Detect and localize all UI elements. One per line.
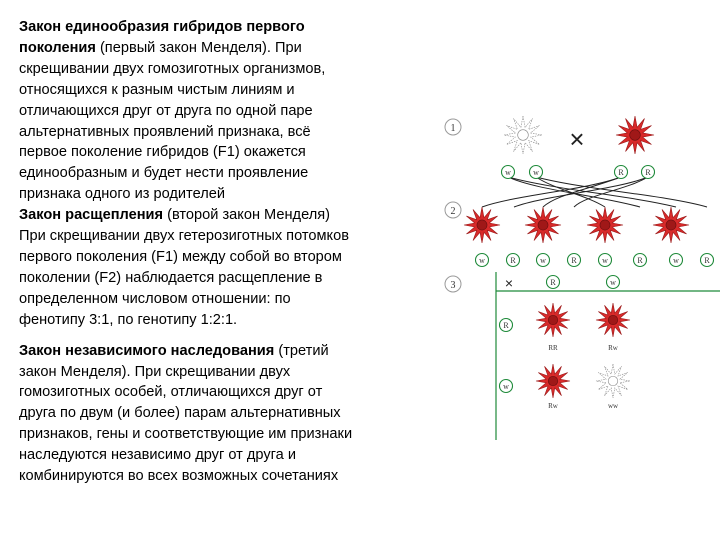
law1-line: единообразным и будет нести проявление bbox=[19, 165, 309, 182]
svg-text:R: R bbox=[618, 168, 624, 177]
allele-recessive-icon bbox=[670, 254, 683, 267]
svg-text:R: R bbox=[704, 256, 710, 265]
allele-dominant-icon bbox=[547, 276, 560, 289]
law1-line: признака одного из родителей bbox=[19, 186, 225, 203]
step-label-2 bbox=[445, 202, 461, 218]
red-flower-icon bbox=[464, 207, 500, 243]
allele-dominant-icon bbox=[507, 254, 520, 267]
svg-text:w: w bbox=[602, 256, 608, 265]
svg-text:w: w bbox=[503, 382, 509, 391]
red-flower-icon bbox=[596, 303, 630, 337]
punnett-cross: × bbox=[504, 275, 514, 291]
allele-recessive-icon bbox=[476, 254, 489, 267]
law3-line: друга по двум (и более) парам альтернативных bbox=[19, 405, 341, 422]
svg-text:R: R bbox=[637, 256, 643, 265]
svg-text:2: 2 bbox=[450, 206, 456, 217]
red-flower-icon bbox=[616, 116, 654, 154]
svg-text:R: R bbox=[503, 321, 509, 330]
law3-line: комбинируются во всех возможных сочетаниях bbox=[19, 468, 339, 485]
law2-line: При скрещивании двух гетерозиготных потомков bbox=[19, 228, 349, 245]
law1-subtitle: поколения (первый закон Менделя). При bbox=[19, 39, 302, 56]
svg-text:w: w bbox=[479, 256, 485, 265]
genotype-label: RR bbox=[548, 344, 558, 352]
law2-line: определенном числовом отношении: по bbox=[19, 290, 291, 307]
law2-title: Закон расщепления (второй закон Менделя) bbox=[19, 207, 330, 224]
svg-text:w: w bbox=[673, 256, 679, 265]
allele-recessive-icon bbox=[502, 166, 515, 179]
law1-line: скрещивании двух гомозиготных организмов, bbox=[19, 60, 326, 77]
law3-line: наследуются независимо друг от друга и bbox=[19, 447, 296, 464]
step-label-3 bbox=[445, 276, 461, 292]
svg-text:w: w bbox=[540, 256, 546, 265]
mendel-cross-diagram bbox=[436, 100, 720, 440]
white-flower-icon bbox=[596, 364, 630, 398]
gamete-lines bbox=[482, 177, 707, 207]
text-block bbox=[19, 17, 439, 487]
law1-line: относящихся к разным чистым линиям и bbox=[19, 81, 295, 98]
white-flower-icon bbox=[504, 116, 542, 154]
allele-dominant-icon bbox=[642, 166, 655, 179]
svg-text:3: 3 bbox=[450, 280, 456, 291]
svg-text:R: R bbox=[571, 256, 577, 265]
law1-title: Закон единообразия гибридов первого bbox=[19, 19, 305, 35]
allele-recessive-icon bbox=[530, 166, 543, 179]
step-label-1 bbox=[445, 119, 461, 135]
red-flower-icon bbox=[653, 207, 689, 243]
svg-text:R: R bbox=[510, 256, 516, 265]
svg-text:R: R bbox=[645, 168, 651, 177]
law2-line: поколении (F2) наблюдается расщепление в bbox=[19, 269, 323, 286]
punnett-grid bbox=[496, 272, 720, 440]
allele-recessive-icon bbox=[599, 254, 612, 267]
red-flower-icon bbox=[536, 364, 570, 398]
allele-recessive-icon bbox=[607, 276, 620, 289]
law2-line: фенотипу 3:1, по генотипу 1:2:1. bbox=[19, 311, 238, 328]
svg-text:1: 1 bbox=[450, 123, 456, 134]
svg-text:w: w bbox=[505, 168, 511, 177]
allele-dominant-icon bbox=[634, 254, 647, 267]
red-flower-icon bbox=[525, 207, 561, 243]
allele-dominant-icon bbox=[500, 319, 513, 332]
svg-text:R: R bbox=[550, 278, 556, 287]
law3-title: Закон независимого наследования (третий bbox=[19, 342, 329, 359]
genotype-label: ww bbox=[607, 402, 619, 410]
law1-line: отличающихся друг от друга по одной паре bbox=[19, 102, 313, 119]
allele-dominant-icon bbox=[615, 166, 628, 179]
law1-line: альтернативных проявлений признака, всё bbox=[19, 123, 311, 140]
red-flower-icon bbox=[536, 303, 570, 337]
allele-dominant-icon bbox=[568, 254, 581, 267]
allele-dominant-icon bbox=[701, 254, 714, 267]
red-flower-icon bbox=[587, 207, 623, 243]
allele-recessive-icon bbox=[500, 380, 513, 393]
svg-text:w: w bbox=[610, 278, 616, 287]
svg-text:w: w bbox=[533, 168, 539, 177]
cross-symbol: × bbox=[569, 124, 585, 154]
genotype-label: Rw bbox=[548, 402, 558, 410]
law3-line: признаков, гены и соответствующие им признаки bbox=[19, 426, 353, 443]
genotype-label: Rw bbox=[608, 344, 618, 352]
law3-line: гомозиготных особей, отличающихся друг от bbox=[19, 384, 323, 401]
law3-line: закон Менделя). При скрещивании двух bbox=[19, 363, 291, 380]
law1-line: первое поколение гибридов (F1) окажется bbox=[19, 144, 306, 161]
law2-line: первого поколения (F1) между собой во втором bbox=[19, 248, 342, 265]
allele-recessive-icon bbox=[537, 254, 550, 267]
